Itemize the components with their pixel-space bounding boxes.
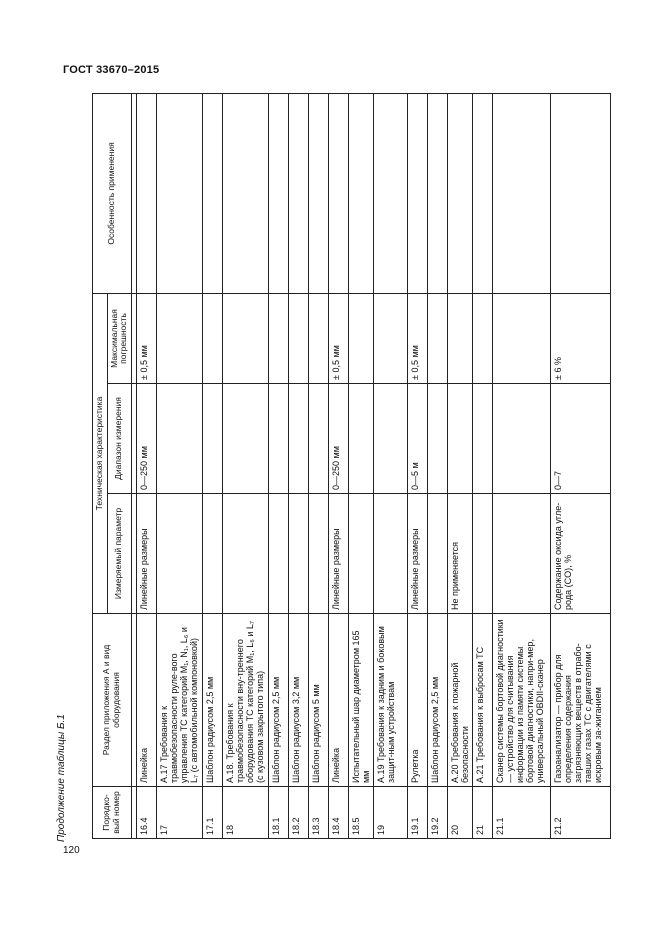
- cell-param: [427, 494, 447, 614]
- cell-num: 17: [156, 787, 202, 839]
- cell-num: 18: [222, 787, 268, 839]
- cell-feature: [348, 93, 373, 293]
- cell-num: 19.2: [427, 787, 447, 839]
- cell-section: А.17 Требования к травмобезопасности руле-вого управления ТС категорий M₁, N₁, L₆ и L₇ (с автомобильной компоновкой): [156, 614, 202, 787]
- cell-num: 18.1: [268, 787, 288, 839]
- col-error-header: Максимальная погрешность: [107, 293, 131, 383]
- cell-section: Линейка: [328, 614, 348, 787]
- cell-num: 16.4: [136, 787, 156, 839]
- cell-feature: [328, 93, 348, 293]
- cell-feature: [472, 93, 492, 293]
- cell-error: ± 0,5 мм: [407, 293, 427, 383]
- table-row: [268, 93, 288, 838]
- table-row: [550, 93, 610, 838]
- cell-error: [373, 293, 407, 383]
- table-row: [308, 93, 328, 838]
- cell-num: 21.2: [550, 787, 610, 839]
- cell-param: [492, 494, 550, 614]
- cell-range: [268, 384, 288, 494]
- cell-error: [268, 293, 288, 383]
- cell-num: 20: [447, 787, 472, 839]
- cell-error: ± 0,5 мм: [136, 293, 156, 383]
- col-param-header: Измеряемый параметр: [107, 494, 131, 614]
- cell-error: [472, 293, 492, 383]
- cell-feature: [288, 93, 308, 293]
- table-row: [407, 93, 427, 838]
- cell-feature: [156, 93, 202, 293]
- cell-error: ± 0,5 мм: [328, 293, 348, 383]
- table-row: [328, 93, 348, 838]
- table-row: [202, 93, 222, 838]
- cell-param: [156, 494, 202, 614]
- cell-error: [288, 293, 308, 383]
- col-feature-header: Особенность применения: [93, 93, 132, 293]
- cell-error: [427, 293, 447, 383]
- cell-range: 0—250 мм: [328, 384, 348, 494]
- cell-range: [202, 384, 222, 494]
- table-body: [136, 93, 610, 838]
- standard-header: ГОСТ 33670–2015: [63, 64, 160, 76]
- cell-feature: [492, 93, 550, 293]
- cell-error: [222, 293, 268, 383]
- cell-feature: [136, 93, 156, 293]
- cell-range: [288, 384, 308, 494]
- cell-range: 0—250 мм: [136, 384, 156, 494]
- cell-param: Не применяется: [447, 494, 472, 614]
- table-row: [348, 93, 373, 838]
- cell-param: Линейные размеры: [136, 494, 156, 614]
- cell-section: Шаблон радиусом 2,5 мм: [268, 614, 288, 787]
- requirements-table: [92, 93, 611, 839]
- cell-num: 19: [373, 787, 407, 839]
- cell-feature: [202, 93, 222, 293]
- table-row: [156, 93, 202, 838]
- cell-range: [447, 384, 472, 494]
- cell-feature: [427, 93, 447, 293]
- table-row: [222, 93, 268, 838]
- cell-feature: [550, 93, 610, 293]
- cell-section: Шаблон радиусом 3,2 мм: [288, 614, 308, 787]
- cell-param: [222, 494, 268, 614]
- cell-section: Сканер системы бортовой диагностики — устройство для считывания информации из памяти системы бортовой диагностики, напри-мер, универсальный OBDII-сканер: [492, 614, 550, 787]
- col-tech-group-header: Техническая характеристика: [93, 293, 108, 613]
- cell-num: 18.5: [348, 787, 373, 839]
- cell-section: Шаблон радиусом 2,5 мм: [427, 614, 447, 787]
- cell-section: А.19 Требования к задним и боковым защит-ным устройствам: [373, 614, 407, 787]
- cell-section: Испытательный шар диаметром 165 мм: [348, 614, 373, 787]
- table-row: [472, 93, 492, 838]
- cell-range: 0—7: [550, 384, 610, 494]
- table-row: [373, 93, 407, 838]
- cell-num: 19.1: [407, 787, 427, 839]
- cell-error: [447, 293, 472, 383]
- cell-range: 0—5 м: [407, 384, 427, 494]
- table-row: [447, 93, 472, 838]
- cell-param: [348, 494, 373, 614]
- cell-section: Шаблон радиусом 5 мм: [308, 614, 328, 787]
- cell-error: [308, 293, 328, 383]
- cell-param: [308, 494, 328, 614]
- cell-param: [472, 494, 492, 614]
- cell-feature: [222, 93, 268, 293]
- cell-range: [222, 384, 268, 494]
- cell-range: [373, 384, 407, 494]
- cell-feature: [407, 93, 427, 293]
- cell-range: [427, 384, 447, 494]
- continuation-label: Продолжение таблицы Б.1: [56, 714, 67, 842]
- cell-range: [308, 384, 328, 494]
- cell-section: А.20 Требования к пожарной безопасности: [447, 614, 472, 787]
- table-row: [427, 93, 447, 838]
- cell-error: [492, 293, 550, 383]
- col-num-header: Порядко-вый номер: [93, 787, 132, 839]
- cell-section: Газоанализатор — прибор для определения содержания загрязняющих веществ в отрабо-тавших газах ТС с двигателями с искровым за-жиганием: [550, 614, 610, 787]
- cell-range: [348, 384, 373, 494]
- cell-section: А.18. Требования к травмобезопасности вну-треннего оборудования ТС категорий M₁, L₆ и L₇ (с кузовом закрытого типа): [222, 614, 268, 787]
- table-row: [136, 93, 156, 838]
- cell-num: 18.3: [308, 787, 328, 839]
- cell-section: Линейка: [136, 614, 156, 787]
- cell-range: [492, 384, 550, 494]
- cell-param: Содержание оксида угле-рода (CO), %: [550, 494, 610, 614]
- cell-range: [156, 384, 202, 494]
- cell-param: [373, 494, 407, 614]
- cell-param: [288, 494, 308, 614]
- cell-section: А.21 Требования к выбросам ТС: [472, 614, 492, 787]
- cell-num: 17.1: [202, 787, 222, 839]
- table-row: [288, 93, 308, 838]
- cell-feature: [447, 93, 472, 293]
- cell-feature: [308, 93, 328, 293]
- cell-section: Шаблон радиусом 2,5 мм: [202, 614, 222, 787]
- requirements-table-rotated: [92, 94, 607, 839]
- cell-error: [348, 293, 373, 383]
- cell-error: ± 6 %: [550, 293, 610, 383]
- page-number: 120: [63, 845, 80, 856]
- table-row: [492, 93, 550, 838]
- col-range-header: Диапазон измерения: [107, 384, 131, 494]
- cell-num: 21.1: [492, 787, 550, 839]
- cell-range: [472, 384, 492, 494]
- cell-feature: [373, 93, 407, 293]
- cell-feature: [268, 93, 288, 293]
- cell-num: 18.4: [328, 787, 348, 839]
- col-section-header: Раздел приложения А и вид оборудования: [93, 614, 132, 787]
- cell-error: [156, 293, 202, 383]
- cell-param: Линейные размеры: [328, 494, 348, 614]
- cell-num: 21: [472, 787, 492, 839]
- cell-param: Линейные размеры: [407, 494, 427, 614]
- cell-param: [268, 494, 288, 614]
- cell-section: Рулетка: [407, 614, 427, 787]
- cell-num: 18.2: [288, 787, 308, 839]
- cell-param: [202, 494, 222, 614]
- cell-error: [202, 293, 222, 383]
